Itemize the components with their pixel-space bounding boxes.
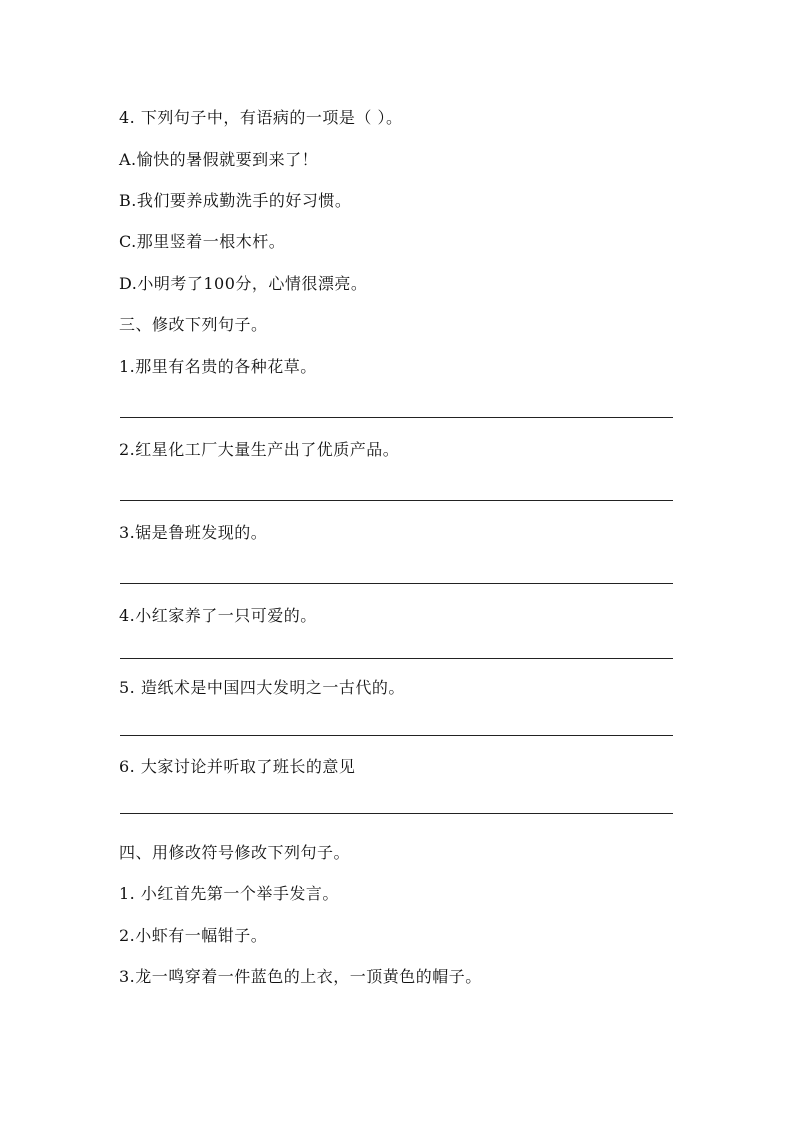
section-3-item-1: 1.那里有名贵的各种花草。 [119,357,317,376]
question-4: 4. 下列句子中，有语病的一项是（ ）。 [119,108,403,127]
option-a: A.愉快的暑假就要到来了！ [119,150,319,169]
option-b: B.我们要养成勤洗手的好习惯。 [119,191,352,210]
answer-line-2[interactable] [120,500,673,501]
answer-line-4[interactable] [120,658,673,659]
section-3-item-6: 6. 大家讨论并听取了班长的意见 [119,757,356,776]
section-4-item-2: 2.小虾有一幅钳子。 [119,926,268,945]
option-c: C.那里竖着一根木杆。 [119,232,286,251]
answer-line-5[interactable] [120,735,673,736]
section-4-title: 四、用修改符号修改下列句子。 [119,843,351,862]
section-4-item-3: 3.龙一鸣穿着一件蓝色的上衣，一顶黄色的帽子。 [119,967,482,986]
answer-line-3[interactable] [120,583,673,584]
section-3-item-3: 3.锯是鲁班发现的。 [119,523,268,542]
section-4-item-1: 1. 小红首先第一个举手发言。 [119,884,339,903]
section-3-item-5: 5. 造纸术是中国四大发明之一古代的。 [119,678,405,697]
section-3-title: 三、修改下列句子。 [119,315,268,334]
option-d: D.小明考了100分，心情很漂亮。 [119,274,368,293]
section-3-item-4: 4.小红家养了一只可爱的。 [119,606,317,625]
section-3-item-2: 2.红星化工厂大量生产出了优质产品。 [119,440,400,459]
answer-line-6[interactable] [120,813,673,814]
answer-line-1[interactable] [120,417,673,418]
